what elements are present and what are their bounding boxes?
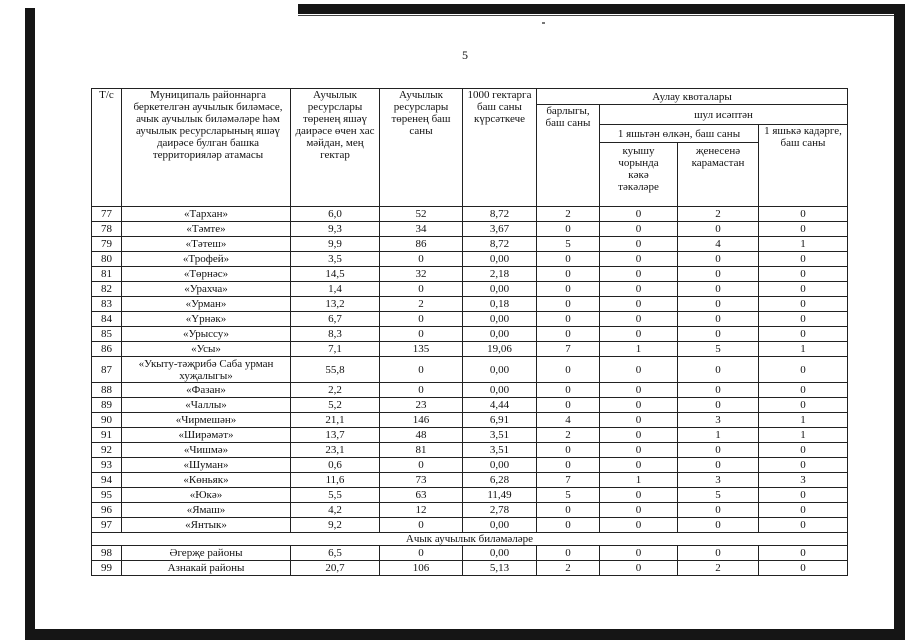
scan-border-top: [298, 4, 895, 14]
row-total: 0: [537, 312, 600, 327]
row-area: 14,5: [291, 267, 380, 282]
row-number: 99: [92, 561, 122, 576]
row-name: «Укыту-тәҗрибә Саба урман хуҗалыгы»: [122, 357, 291, 383]
row-males: 0: [600, 207, 678, 222]
row-density: 0,00: [463, 383, 537, 398]
table-row: [92, 383, 848, 398]
row-density: 0,00: [463, 252, 537, 267]
row-total: 0: [537, 383, 600, 398]
row-number: 98: [92, 546, 122, 561]
row-nogender: 2: [678, 207, 759, 222]
row-males: 0: [600, 503, 678, 518]
row-name: «Чаллы»: [122, 398, 291, 413]
row-area: 8,3: [291, 327, 380, 342]
row-area: 6,5: [291, 546, 380, 561]
row-name: «Шуман»: [122, 458, 291, 473]
row-count: 0: [380, 546, 463, 561]
row-area: 11,6: [291, 473, 380, 488]
row-males: 1: [600, 342, 678, 357]
row-area: 5,2: [291, 398, 380, 413]
row-area: 55,8: [291, 357, 380, 383]
row-number: 78: [92, 222, 122, 237]
row-males: 0: [600, 357, 678, 383]
row-young: 0: [759, 398, 848, 413]
row-count: 52: [380, 207, 463, 222]
table-row: [92, 398, 848, 413]
row-density: 8,72: [463, 237, 537, 252]
row-name: «Фазан»: [122, 383, 291, 398]
row-count: 0: [380, 312, 463, 327]
row-count: 0: [380, 458, 463, 473]
row-count: 2: [380, 297, 463, 312]
row-young: 0: [759, 458, 848, 473]
row-total: 0: [537, 398, 600, 413]
row-number: 93: [92, 458, 122, 473]
row-total: 0: [537, 267, 600, 282]
row-males: 0: [600, 282, 678, 297]
row-young: 0: [759, 518, 848, 533]
row-area: 9,3: [291, 222, 380, 237]
row-males: 0: [600, 237, 678, 252]
row-count: 12: [380, 503, 463, 518]
row-males: 0: [600, 222, 678, 237]
row-name: «Ширәмәт»: [122, 428, 291, 443]
row-males: 0: [600, 383, 678, 398]
row-density: 0,00: [463, 458, 537, 473]
row-males: 0: [600, 488, 678, 503]
row-number: 89: [92, 398, 122, 413]
header-num: Т/с: [92, 89, 122, 207]
row-number: 94: [92, 473, 122, 488]
row-area: 21,1: [291, 413, 380, 428]
row-density: 3,51: [463, 428, 537, 443]
row-total: 0: [537, 546, 600, 561]
table-row: [92, 267, 848, 282]
row-number: 82: [92, 282, 122, 297]
row-area: 9,2: [291, 518, 380, 533]
row-number: 91: [92, 428, 122, 443]
row-young: 0: [759, 443, 848, 458]
row-density: 0,00: [463, 282, 537, 297]
row-young: 0: [759, 488, 848, 503]
row-nogender: 0: [678, 546, 759, 561]
row-name: «Трофей»: [122, 252, 291, 267]
row-density: 4,44: [463, 398, 537, 413]
row-area: 1,4: [291, 282, 380, 297]
table-row: [92, 312, 848, 327]
scan-border-left: [25, 8, 35, 636]
row-males: 0: [600, 458, 678, 473]
row-number: 97: [92, 518, 122, 533]
row-name: «Ямаш»: [122, 503, 291, 518]
row-nogender: 5: [678, 342, 759, 357]
row-nogender: 3: [678, 413, 759, 428]
row-number: 81: [92, 267, 122, 282]
row-nogender: 0: [678, 327, 759, 342]
row-name: Азнакай районы: [122, 561, 291, 576]
header-count: Аучылык ресурслары төренең баш саны: [380, 89, 463, 207]
row-nogender: 0: [678, 312, 759, 327]
row-total: 7: [537, 342, 600, 357]
row-name: «Тәмте»: [122, 222, 291, 237]
row-name: «Усы»: [122, 342, 291, 357]
row-count: 48: [380, 428, 463, 443]
row-count: 0: [380, 252, 463, 267]
row-name: «Чишмә»: [122, 443, 291, 458]
row-count: 86: [380, 237, 463, 252]
row-young: 0: [759, 503, 848, 518]
table-row: [92, 342, 848, 357]
row-number: 90: [92, 413, 122, 428]
row-area: 7,1: [291, 342, 380, 357]
table-row: [92, 252, 848, 267]
row-number: 96: [92, 503, 122, 518]
table-row: [92, 237, 848, 252]
row-nogender: 0: [678, 383, 759, 398]
row-young: 0: [759, 561, 848, 576]
row-area: 9,9: [291, 237, 380, 252]
row-nogender: 2: [678, 561, 759, 576]
table-row: [92, 488, 848, 503]
row-name: «Тархан»: [122, 207, 291, 222]
row-young: 3: [759, 473, 848, 488]
row-count: 81: [380, 443, 463, 458]
row-nogender: 0: [678, 252, 759, 267]
row-males: 0: [600, 443, 678, 458]
row-males: 0: [600, 398, 678, 413]
row-total: 0: [537, 282, 600, 297]
row-density: 0,00: [463, 357, 537, 383]
row-total: 0: [537, 327, 600, 342]
row-number: 77: [92, 207, 122, 222]
row-total: 5: [537, 237, 600, 252]
row-count: 0: [380, 282, 463, 297]
row-number: 83: [92, 297, 122, 312]
row-total: 0: [537, 458, 600, 473]
row-nogender: 0: [678, 443, 759, 458]
row-total: 2: [537, 428, 600, 443]
scan-border-bottom: [25, 629, 905, 640]
row-name: «Көньяк»: [122, 473, 291, 488]
table-row: [92, 518, 848, 533]
row-area: 4,2: [291, 503, 380, 518]
row-density: 11,49: [463, 488, 537, 503]
row-nogender: 0: [678, 518, 759, 533]
row-males: 0: [600, 297, 678, 312]
row-nogender: 0: [678, 503, 759, 518]
row-young: 1: [759, 237, 848, 252]
table-row: [92, 503, 848, 518]
header-area: Аучылык ресурслары төренең яшәү даирәсе өчен хас мәйдан, мең гектар: [291, 89, 380, 207]
row-total: 2: [537, 561, 600, 576]
row-density: 2,18: [463, 267, 537, 282]
row-area: 13,2: [291, 297, 380, 312]
row-number: 88: [92, 383, 122, 398]
row-young: 0: [759, 207, 848, 222]
table-row: [92, 443, 848, 458]
row-total: 0: [537, 252, 600, 267]
row-nogender: 4: [678, 237, 759, 252]
table-row: [92, 458, 848, 473]
table-row: [92, 473, 848, 488]
row-young: 1: [759, 428, 848, 443]
row-name: «Үрнәк»: [122, 312, 291, 327]
header-males: куышу чорында кәкә тәкәләре: [600, 143, 678, 207]
table-body-open: [92, 546, 848, 576]
row-nogender: 3: [678, 473, 759, 488]
row-number: 87: [92, 357, 122, 383]
row-total: 4: [537, 413, 600, 428]
row-males: 0: [600, 312, 678, 327]
row-males: 0: [600, 267, 678, 282]
row-young: 0: [759, 282, 848, 297]
table-header: [92, 89, 848, 207]
row-density: 6,28: [463, 473, 537, 488]
row-young: 0: [759, 312, 848, 327]
row-count: 0: [380, 518, 463, 533]
table-row: [92, 561, 848, 576]
row-young: 0: [759, 383, 848, 398]
row-count: 63: [380, 488, 463, 503]
row-nogender: 0: [678, 297, 759, 312]
row-males: 1: [600, 473, 678, 488]
row-males: 0: [600, 561, 678, 576]
row-area: 20,7: [291, 561, 380, 576]
row-young: 0: [759, 252, 848, 267]
row-density: 0,00: [463, 518, 537, 533]
row-males: 0: [600, 252, 678, 267]
table-row: [92, 327, 848, 342]
row-density: 5,13: [463, 561, 537, 576]
table-row: [92, 297, 848, 312]
row-count: 34: [380, 222, 463, 237]
row-density: 6,91: [463, 413, 537, 428]
row-density: 3,67: [463, 222, 537, 237]
header-quota: Аулау квоталары: [537, 89, 848, 105]
row-density: 0,00: [463, 546, 537, 561]
row-area: 13,7: [291, 428, 380, 443]
row-males: 0: [600, 546, 678, 561]
section-title: Ачык аучылык биләмәләре: [92, 533, 848, 546]
table-section: [92, 533, 848, 546]
row-count: 32: [380, 267, 463, 282]
header-under1: 1 яшькә кадәрге, баш саны: [759, 125, 848, 207]
table-row: [92, 546, 848, 561]
row-area: 6,7: [291, 312, 380, 327]
row-name: «Урахча»: [122, 282, 291, 297]
row-density: 0,00: [463, 312, 537, 327]
row-name: «Төрнәс»: [122, 267, 291, 282]
table-body: [92, 207, 848, 533]
scan-speck: [542, 22, 545, 24]
row-count: 73: [380, 473, 463, 488]
row-density: 0,18: [463, 297, 537, 312]
scan-border-line: [298, 15, 895, 16]
table-row: [92, 428, 848, 443]
row-nogender: 0: [678, 282, 759, 297]
row-name: «Юкә»: [122, 488, 291, 503]
row-area: 0,6: [291, 458, 380, 473]
row-young: 0: [759, 546, 848, 561]
row-total: 0: [537, 357, 600, 383]
row-count: 0: [380, 327, 463, 342]
header-nogender: җенесенә карамастан: [678, 143, 759, 207]
row-name: «Урман»: [122, 297, 291, 312]
row-count: 135: [380, 342, 463, 357]
row-nogender: 0: [678, 357, 759, 383]
row-nogender: 0: [678, 458, 759, 473]
row-number: 95: [92, 488, 122, 503]
row-total: 2: [537, 207, 600, 222]
table-row: [92, 282, 848, 297]
header-including: шул исәптән: [600, 105, 848, 125]
row-area: 23,1: [291, 443, 380, 458]
row-males: 0: [600, 428, 678, 443]
row-total: 0: [537, 297, 600, 312]
row-number: 84: [92, 312, 122, 327]
row-density: 0,00: [463, 327, 537, 342]
row-name: «Тәтеш»: [122, 237, 291, 252]
row-nogender: 0: [678, 222, 759, 237]
scan-border-right: [894, 4, 905, 640]
row-density: 19,06: [463, 342, 537, 357]
row-count: 106: [380, 561, 463, 576]
row-young: 1: [759, 413, 848, 428]
header-over1: 1 яшьтән өлкән, баш саны: [600, 125, 759, 143]
row-young: 1: [759, 342, 848, 357]
row-density: 8,72: [463, 207, 537, 222]
row-total: 5: [537, 488, 600, 503]
row-density: 3,51: [463, 443, 537, 458]
row-total: 0: [537, 518, 600, 533]
row-young: 0: [759, 297, 848, 312]
row-nogender: 0: [678, 267, 759, 282]
page-number: 5: [462, 48, 468, 62]
table-row: [92, 357, 848, 383]
row-area: 6,0: [291, 207, 380, 222]
row-total: 0: [537, 222, 600, 237]
row-males: 0: [600, 327, 678, 342]
row-young: 0: [759, 267, 848, 282]
row-nogender: 1: [678, 428, 759, 443]
header-name: Муниципаль районнарга беркетелгән аучылык биләмәсе, ачык аучылык биләмәләре һәм аучылык ресурсларының яшәү даирәсе булган башка территорияләр атамасы: [122, 89, 291, 207]
row-nogender: 5: [678, 488, 759, 503]
row-number: 92: [92, 443, 122, 458]
row-young: 0: [759, 327, 848, 342]
header-total: барлыгы, баш саны: [537, 105, 600, 207]
row-count: 0: [380, 357, 463, 383]
row-area: 2,2: [291, 383, 380, 398]
row-total: 0: [537, 443, 600, 458]
row-number: 80: [92, 252, 122, 267]
row-name: Әгерҗе районы: [122, 546, 291, 561]
row-count: 23: [380, 398, 463, 413]
header-density: 1000 гектарга баш саны күрсәткече: [463, 89, 537, 207]
table-row: [92, 222, 848, 237]
row-young: 0: [759, 357, 848, 383]
row-name: «Урыссу»: [122, 327, 291, 342]
quota-table: [91, 88, 848, 576]
row-young: 0: [759, 222, 848, 237]
row-total: 0: [537, 503, 600, 518]
row-name: «Янтык»: [122, 518, 291, 533]
table-row: [92, 413, 848, 428]
row-name: «Чирмешән»: [122, 413, 291, 428]
row-number: 79: [92, 237, 122, 252]
row-males: 0: [600, 413, 678, 428]
row-number: 86: [92, 342, 122, 357]
row-area: 3,5: [291, 252, 380, 267]
row-count: 0: [380, 383, 463, 398]
row-total: 7: [537, 473, 600, 488]
row-number: 85: [92, 327, 122, 342]
row-nogender: 0: [678, 398, 759, 413]
table-row: [92, 207, 848, 222]
row-area: 5,5: [291, 488, 380, 503]
row-count: 146: [380, 413, 463, 428]
row-males: 0: [600, 518, 678, 533]
row-density: 2,78: [463, 503, 537, 518]
